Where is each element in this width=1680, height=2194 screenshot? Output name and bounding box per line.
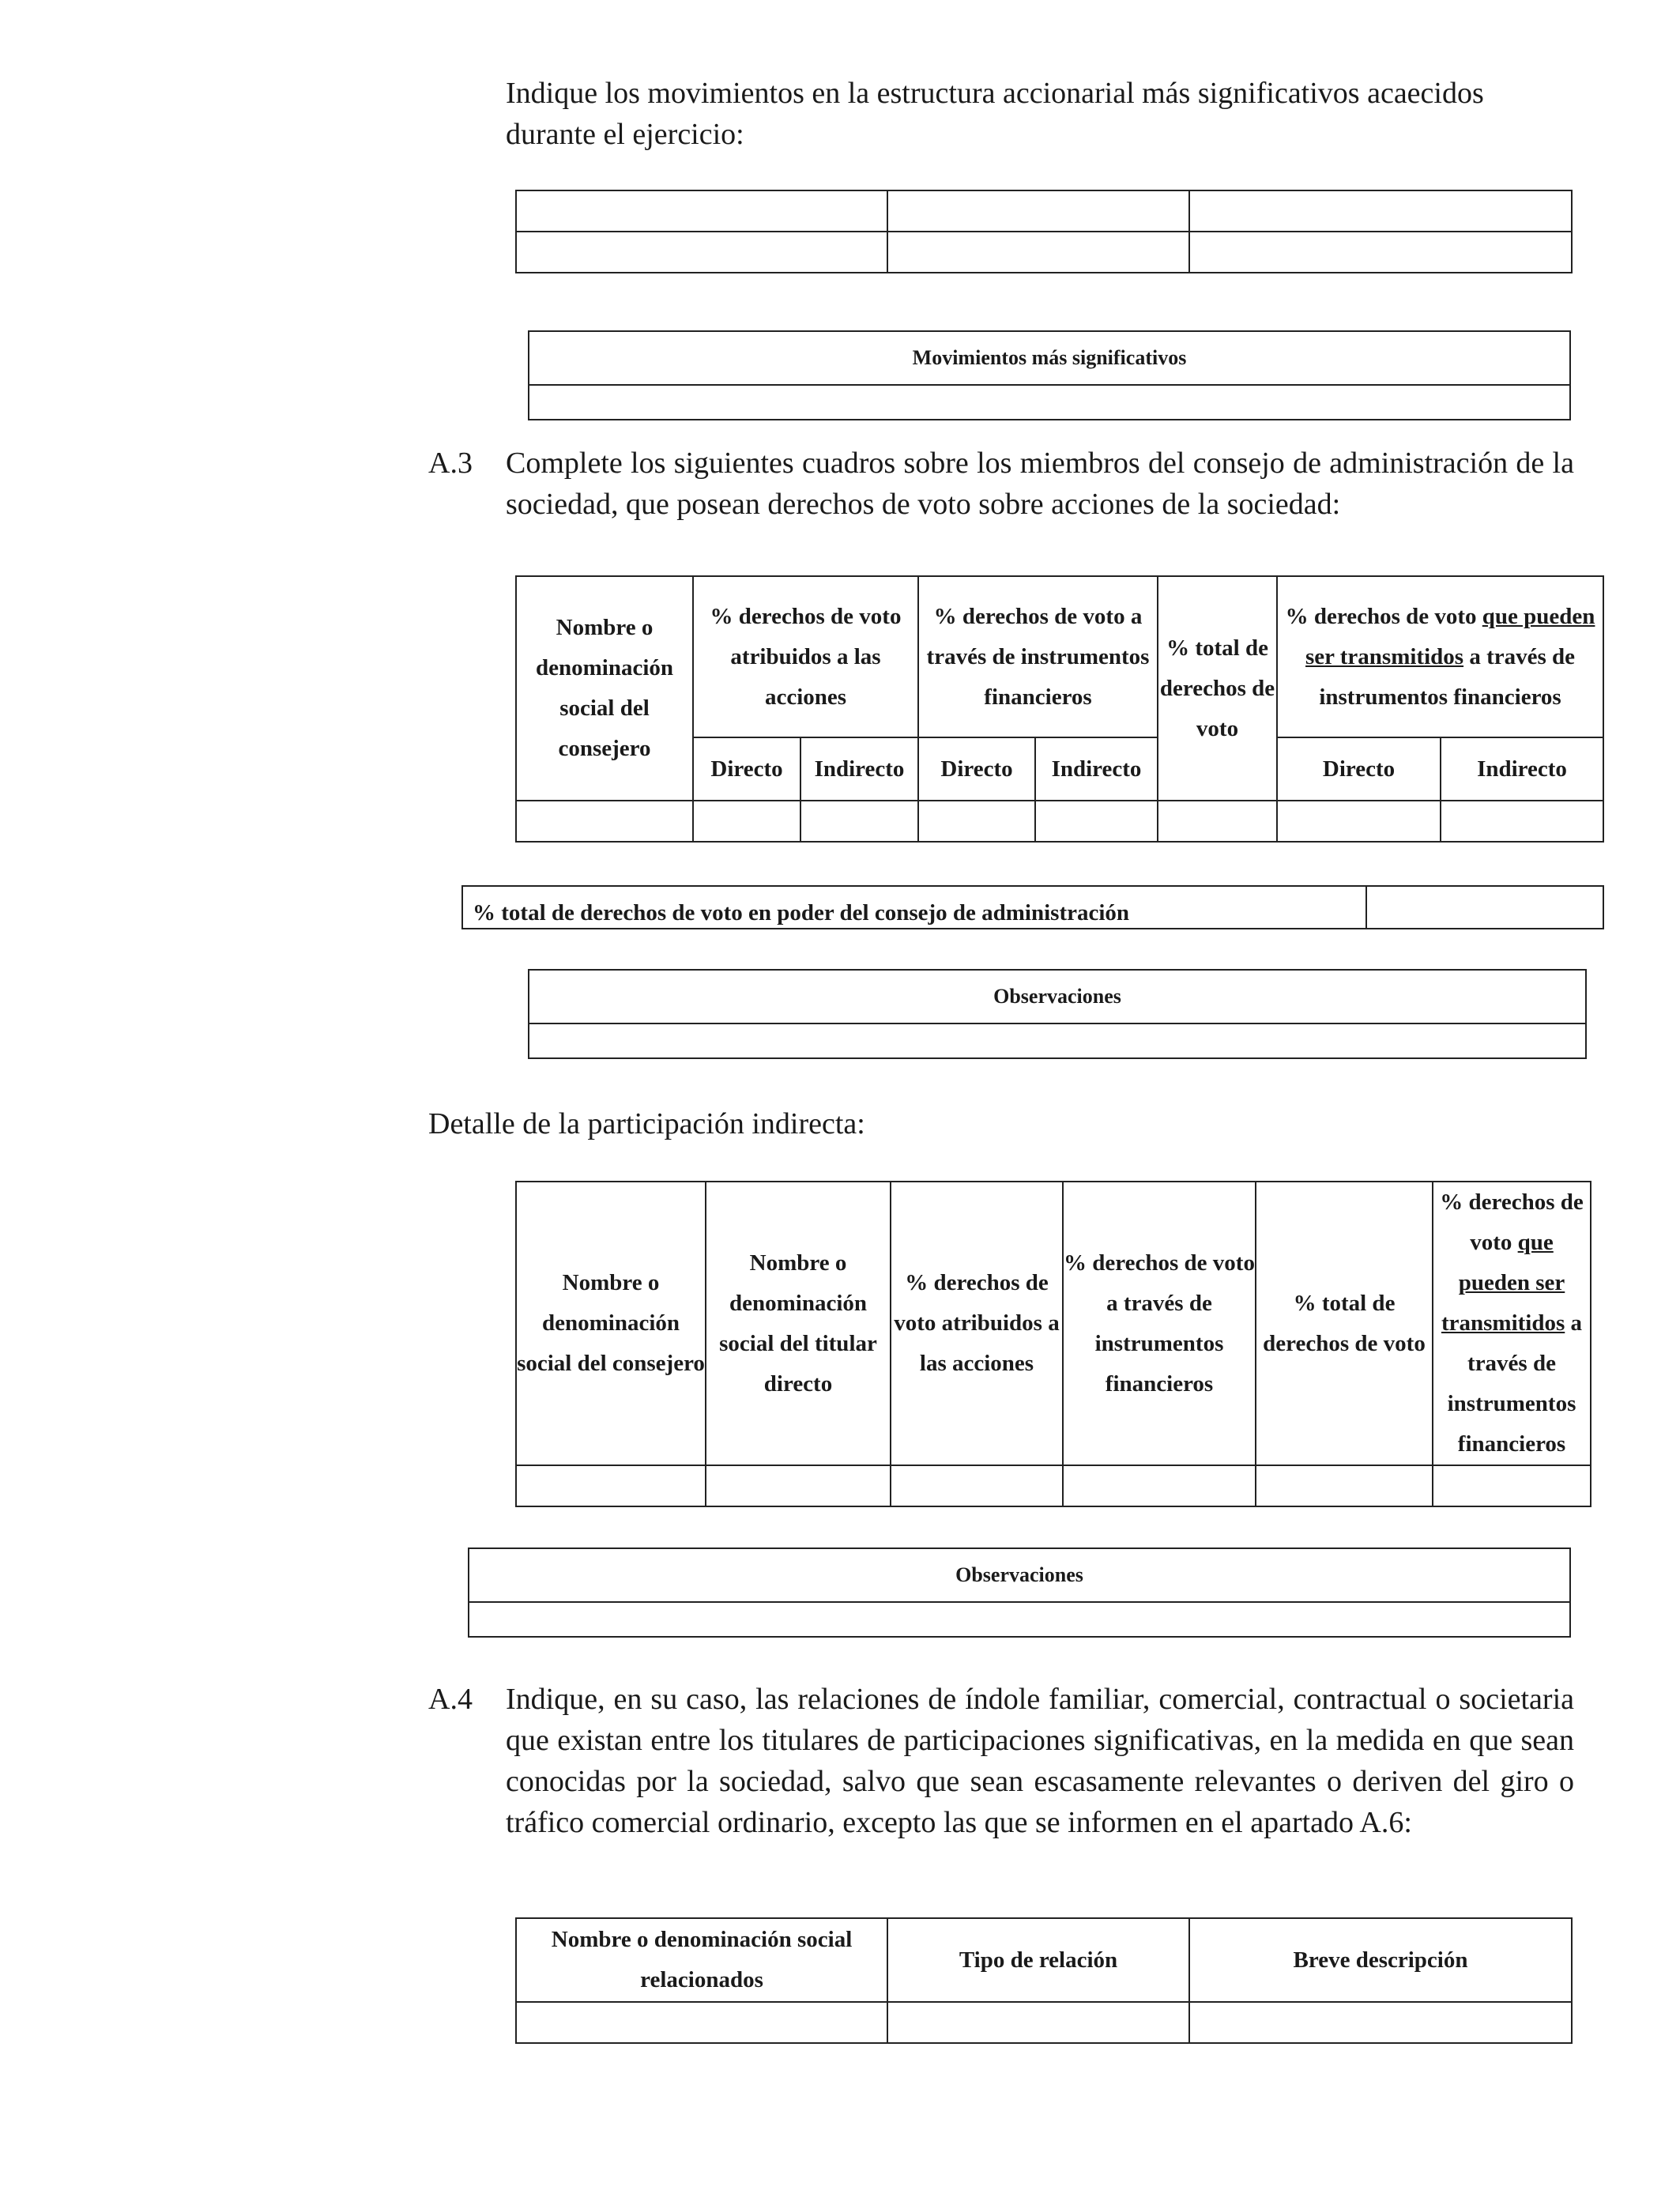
col-header-name: Nombre o denominación social relacionados	[516, 1918, 887, 2002]
indirect-heading: Detalle de la participación indirecta:	[428, 1107, 865, 1140]
table-cell	[529, 1023, 1586, 1058]
table-cell	[516, 232, 887, 273]
observations-header: Observaciones	[529, 970, 1586, 1023]
observations-table-1	[528, 969, 1587, 1059]
table-cell	[1433, 1465, 1591, 1506]
col-header-rights-instruments: % derechos de voto a través de instrumentos financieros	[918, 576, 1158, 737]
indirect-participation-table	[515, 1181, 1591, 1507]
total-voting-rights-value	[1366, 886, 1603, 929]
sub-header-indirect: Indirecto	[1441, 737, 1603, 801]
total-voting-rights-label: % total de derechos de voto en poder del consejo de administración	[462, 886, 1366, 929]
table-cell	[1189, 232, 1572, 273]
col-header-name: Nombre o denominación social del consejero	[516, 576, 693, 801]
section-number-a4: A.4	[428, 1683, 473, 1716]
table-cell	[1063, 1465, 1256, 1506]
col-header-rights-shares: % derechos de voto atribuidos a las acciones	[891, 1182, 1063, 1465]
table-cell	[516, 1465, 706, 1506]
board-voting-table	[515, 575, 1604, 843]
table-cell	[1158, 801, 1277, 842]
relations-table	[515, 1917, 1573, 2044]
intro-paragraph: Indique los movimientos en la estructura accionarial más significativos acaecidos durante el ejercicio:	[506, 77, 1484, 151]
col-header-type: Tipo de relación	[887, 1918, 1189, 2002]
sub-header-direct: Directo	[1277, 737, 1441, 801]
table-cell	[706, 1465, 891, 1506]
empty-movements-table	[515, 190, 1573, 273]
table-cell	[516, 190, 887, 232]
col-header-holder: Nombre o denominación social del titular directo	[706, 1182, 891, 1465]
table-cell	[1035, 801, 1158, 842]
table-cell	[516, 2002, 887, 2043]
movements-table	[528, 330, 1571, 420]
sub-header-indirect: Indirecto	[800, 737, 918, 801]
table-cell	[887, 2002, 1189, 2043]
table-cell	[887, 190, 1189, 232]
section-a4-text: Indique, en su caso, las relaciones de índole familiar, comercial, contractual o societaria que existan entre los titulares de participaciones significativas, en la medida en que sean conocidas por la sociedad, salvo que sean escasamente relevantes o deriven del giro o tráfico comercial ordinario, excepto las que se informen en el apartado A.6:	[506, 1683, 1574, 1839]
col-header-transmit: % derechos de voto que pueden ser transmitidos a través de instrumentos financieros	[1277, 576, 1603, 737]
table-cell	[1189, 190, 1572, 232]
table-cell	[516, 801, 693, 842]
sub-header-direct: Directo	[918, 737, 1035, 801]
table-cell	[891, 1465, 1063, 1506]
observations-header: Observaciones	[469, 1548, 1570, 1602]
table-cell	[1256, 1465, 1433, 1506]
total-voting-rights-table	[461, 885, 1604, 929]
col-header-name: Nombre o denominación social del consejero	[516, 1182, 706, 1465]
table-cell	[529, 385, 1570, 420]
col-header-rights-shares: % derechos de voto atribuidos a las acciones	[693, 576, 918, 737]
sub-header-direct: Directo	[693, 737, 800, 801]
col-header-description: Breve descripción	[1189, 1918, 1572, 2002]
table-cell	[887, 232, 1189, 273]
col-header-total: % total de derechos de voto	[1256, 1182, 1433, 1465]
table-cell	[1189, 2002, 1572, 2043]
table-cell	[693, 801, 800, 842]
observations-table-2	[468, 1547, 1571, 1638]
col-header-transmit: % derechos de voto que pueden ser transmitidos a través de instrumentos financieros	[1433, 1182, 1591, 1465]
table-cell	[800, 801, 918, 842]
col-header-total: % total de derechos de voto	[1158, 576, 1277, 801]
col-header-rights-instruments: % derechos de voto a través de instrumentos financieros	[1063, 1182, 1256, 1465]
sub-header-indirect: Indirecto	[1035, 737, 1158, 801]
table-cell	[1277, 801, 1441, 842]
movements-header: Movimientos más significativos	[529, 331, 1570, 385]
table-cell	[469, 1602, 1570, 1637]
table-cell	[918, 801, 1035, 842]
table-cell	[1441, 801, 1603, 842]
section-a3-text: Complete los siguientes cuadros sobre los miembros del consejo de administración de la sociedad, que posean derechos de voto sobre acciones de la sociedad:	[506, 447, 1574, 521]
section-number-a3: A.3	[428, 447, 473, 480]
